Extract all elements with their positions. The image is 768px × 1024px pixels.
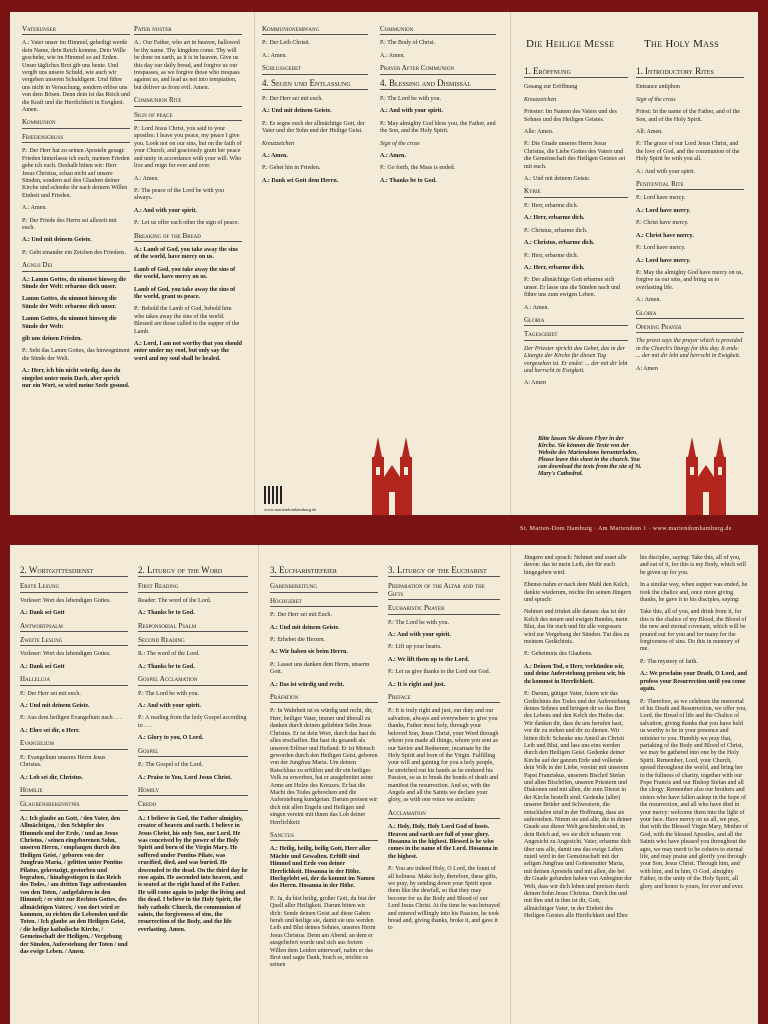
text-line: A.: Our Father, who art in heaven, hallowed be thy name. Thy kingdom come. Thy will be done on earth, as it is in heaven. Give us this day our daily bread, and forgive us our trespasses, as we forgive those who trespass against us, and lead us not into temptation, but deliver us from evil. Amen.: [134, 40, 240, 91]
text-line: In a similar way, when supper was ended, he took the chalice and, once more giving thanks, he gave it to his disciples, saying:: [640, 582, 748, 604]
response-line: A.: Dank sei Gott: [20, 610, 65, 617]
response-line: A.: I believe in God, the Father almighty, creator of heaven and earth. I believe in Jesus Christ, his only Son, our Lord. He was conceived by the power of the Holy Spirit and born of the Virgin Mary. He suffered under Pontius Pilate, was crucified, died, and was buried. He descended to the dead. On the third day he rose again. He ascended into heaven, and is seated at the right hand of the Father. He will come again to judge the living and the dead. I believe in the Holy Spirit, the holy catholic Church, the communion of saints, the forgiveness of sins, the resurrection of the Body, and the life everlasting. Amen.: [138, 815, 248, 933]
response-line: A.: It is right and just.: [388, 681, 446, 688]
bottom-col5: [524, 555, 632, 926]
top-col5: [524, 68, 628, 393]
text-line: P.: In Wahrheit ist es würdig und recht, dir, Herr, heiliger Vater, immer und überall zu danken durch deinen geliebten Sohn Jesus Christus. Er ist dein Wort, durch das hast du alles erschaffen. Ihn hast du gesandt als unseren Erlöser und Heiland. Er ist Mensch geworden durch den Heiligen Geist, geboren von der Jungfrau Maria. Um deinen Ratschluss zu erfüllen und dir ein heiliges Volk zu erwerben, hat er ausgebreitet seine Arme am Holze des Kreuzes. Er hat die Macht des Todes gebrochen und die Auferstehung kundgetan. Darum preisen wir dich mit allen Engeln und Heiligen und singen vereint mit ihnen das Lob deiner Herrlichkeit:: [270, 708, 378, 826]
text-line: A.: Amen.: [380, 52, 405, 59]
response-line: A.: Lamm Gottes, du nimmst hinweg die Sünde der Welt: erbarme dich unser.: [22, 276, 127, 290]
response-line: A.: Und mit deinem Geiste.: [20, 703, 90, 710]
text-line: P.: Der Herr sei mit euch.: [20, 690, 81, 697]
bottom-col2: [138, 567, 248, 939]
response-line: A.: Amen.: [262, 153, 288, 160]
response-line: A.: We proclaim your Death, O Lord, and profess your Resurrection until you come again.: [640, 671, 748, 693]
response-line: A.: Lord, I am not worthy that you should enter under my roof, but only say the word and my soul shall be healed.: [134, 341, 243, 362]
text-line: Vorleser: Wort des lebendigen Gottes.: [20, 651, 111, 658]
text-line: P.: It is truly right and just, our duty and our salvation, always and everywhere to give you thanks, Father most holy, through your beloved Son, Jesus Christ, your Word through whom you made all things, whom you sent as our Savior and Redeemer, incarnate by the Holy Spirit and born of the Virgin. Fulfilling your will and gaining for you a holy people, he stretched out his hands as he endured his Passion, so as to break the bonds of death and manifest the resurrection. And so, with the Angels and all the Saints we declare your glory, as with one voice we acclaim:: [388, 708, 499, 804]
fold-line: [258, 545, 259, 1024]
text-line: P.: Therefore, as we celebrate the memorial of his Death and Resurrection, we offer you, Lord, the Bread of life and the Chalice of salvation, giving thanks that you have held us worthy to be in your presence and minister to you. Humbly we pray that, partaking of the Body and Blood of Christ, we may be gathered into one by the Holy Spirit. Remember, Lord, your Church, spread throughout the world, and bring her to the fullness of charity, together with our Pope Francis and our Bishop Stefan and all the clergy. Remember also our brothers and sisters who have fallen asleep in the hope of the resurrection, and all who have died in your mercy: welcome them into the light of your face. Have mercy on us all, we pray, that with the Blessed Virgin Mary, Mother of God, with the blessed Apostles, and all the Saints who have pleased you throughout the ages, we may merit to be coheirs to eternal life, and may praise and glorify you through your Son, Jesus Christ. Through him, and with him, and in him, O God, almighty Father, in the unity of the Holy Spirit, all glory and honor is yours, for ever and ever.: [640, 698, 749, 890]
text-line: A.: Amen.: [22, 205, 47, 212]
section-heading: Breaking of the Bread: [134, 233, 242, 242]
text-line: P.: The Lord be with you.: [388, 619, 450, 626]
response-line: A.: Ehre sei dir, o Herr.: [20, 727, 80, 734]
response-line: A.: Lob sei dir, Christus.: [20, 774, 83, 781]
text-line: P.: Aus dem heiligen Evangelium nach . . .: [20, 715, 122, 722]
response-line: A.: Lord have mercy.: [636, 207, 691, 214]
footer-text: St. Marien-Dom Hamburg · Am Mariendom 1 · www.mariendomhamburg.de: [520, 526, 732, 532]
text-line: P.: Der Herr hat zu seinen Aposteln gesagt: Frieden hinterlasse ich euch, meinen Frieden gebe ich euch. Deshalb bitten wir: Herr Jesus Christus, schau nicht auf unsere Sünden, sondern auf den Glauben deiner Kirche und schenke ihr nach deinem Willen Einheit und Frieden.: [22, 148, 130, 199]
section-heading: Preface: [388, 694, 500, 703]
part-heading: 3. Eucharistiefeier: [270, 567, 378, 577]
response-line: Lamb of God, you take away the sins of the world, grant us peace.: [134, 286, 236, 300]
response-line: A.: Deinen Tod, o Herr, verkünden wir, und deine Auferstehung preisen wir, bis du kommst in Herrlichkeit.: [524, 663, 626, 685]
church-icon: [680, 437, 732, 515]
text-line: P.: Der Herr sei mit Euch.: [270, 612, 332, 619]
text-line: P.: Let us offer each other the sign of peace.: [134, 220, 240, 227]
bottom-col4: [388, 567, 500, 938]
text-line: P.: The Lord be with you.: [380, 96, 442, 103]
response-line: A.: Glory to you, O Lord.: [138, 735, 204, 742]
section-heading: Preparation of the Altar and the Gifts: [388, 583, 500, 600]
response-line: A.: Dank sei Gott: [20, 663, 65, 670]
section-heading: Communion Rite: [134, 97, 242, 106]
text-line: A.: Amen.: [262, 52, 287, 59]
response-line: Lamm Gottes, du nimmst hinweg die Sünde der Welt: erbarme dich unser.: [22, 296, 117, 310]
response-line: A.: Christ have mercy.: [636, 232, 694, 239]
section-heading: Opening Prayer: [636, 324, 744, 333]
rubric-line: Sign of the cross: [636, 96, 676, 103]
part-heading: 2. Wortgottesdienst: [20, 567, 128, 577]
response-line: A.: Und mit deinem Geiste.: [270, 624, 340, 631]
text-line: P.: May almighty God bless you, the Father, and the Son, and the Holy Spirit.: [380, 120, 496, 135]
text-line: P.: Go forth, the Mass is ended.: [380, 165, 456, 172]
section-heading: Friedensgruss: [22, 134, 130, 143]
response-line: A.: Praise to You, Lord Jesus Christ.: [138, 774, 232, 781]
text-line: his disciples, saying: Take this, all of you, and eat of it, for this is my Body, which will be given up for you.: [640, 555, 746, 576]
section-heading: Tagesgebet: [524, 331, 628, 340]
text-line: P.: Gebt einander ein Zeichen des Friedens.: [22, 249, 126, 256]
section-heading: Gabenbereitung: [270, 583, 378, 592]
part-heading: 4. Segen und Entlassung: [262, 80, 368, 90]
text-line: Alle: Amen.: [524, 129, 554, 136]
section-heading: Penitential Rite: [636, 181, 744, 190]
response-line: A.: Christus, erbarme dich.: [524, 240, 595, 247]
fold-line: [254, 12, 255, 515]
text-line: Reader: The word of the Lord.: [138, 597, 212, 604]
top-sheet: [10, 12, 758, 515]
text-line: A: Amen: [636, 365, 658, 372]
section-heading: Pater noster: [134, 26, 242, 35]
section-heading: Evangelium: [20, 740, 128, 749]
section-heading: Gloria: [524, 317, 628, 326]
response-line: A.: And with your spirit.: [138, 703, 201, 710]
response-line: A.: Holy, Holy, Holy Lord God of hosts. Heaven and earth are full of your glory. Hosanna in the highest. Blessed is he who comes in the name of the Lord. Hosanna in the highest.: [388, 824, 498, 860]
bottom-col1: [20, 567, 128, 961]
section-heading: Gospel: [138, 748, 248, 757]
section-heading: First Reading: [138, 583, 248, 592]
response-line: A.: Thanks be to God.: [380, 177, 437, 184]
text-line: Vorleser: Wort des lebendigen Gottes.: [20, 597, 111, 604]
part-heading: 1. Introductory Rites: [636, 68, 744, 78]
section-heading: Erste Lesung: [20, 583, 128, 592]
response-line: A.: Herr, ich bin nicht würdig, dass du eingehst unter mein Dach, aber sprich nur ein Wort, so wird meine Seele gesund.: [22, 368, 130, 390]
text-line: P.: Gehet hin in Frieden.: [262, 165, 321, 172]
rubric-line: The priest says the prayer which is provided in the Church's liturgy for this day. It ends: ... der mit dir lebt und herrscht in Ewigkeit.: [636, 338, 743, 360]
text-line: P.: Christus, erbarme dich.: [524, 227, 588, 234]
response-line: A.: And with your spirit.: [134, 207, 197, 214]
text-line: P.: Lord Jesus Christ, you said to your apostles: I leave you peace, my peace I give you. Look not on our sins, but on the faith of your Church, and graciously grant her peace and unity in accordance with your will. Who live and reign for ever and ever.: [134, 126, 242, 170]
text-line: P.: Lift up your hearts.: [388, 644, 442, 651]
top-col3: [262, 26, 368, 190]
text-line: P.: Christ have mercy.: [636, 220, 689, 227]
rubric-line: Sign of the cross: [380, 140, 420, 147]
section-heading: Agnus Dei: [22, 262, 130, 271]
section-heading: Sanctus: [270, 832, 378, 841]
section-heading: Eucharistic Prayer: [388, 605, 500, 614]
title-en: The Holy Mass: [644, 38, 719, 50]
response-line: A.: Das ist würdig und recht.: [270, 681, 345, 688]
section-heading: Acclamation: [388, 810, 500, 819]
section-heading: Responsorial Psalm: [138, 623, 248, 632]
text-line: P.: The grace of our Lord Jesus Christ, and the love of God, and the communion of the Holy Spirit be with you all.: [636, 141, 740, 163]
response-line: A.: Herr, erbarme dich.: [524, 264, 585, 271]
section-heading: Homilie: [20, 787, 128, 796]
text-line: P.: Der Leib Christi.: [262, 40, 311, 47]
section-heading: Hochgebet: [270, 598, 378, 607]
title-de: Die Heilige Messe: [526, 38, 615, 50]
section-heading: Vaterunser: [22, 26, 130, 35]
text-line: P.: Lord have mercy.: [636, 245, 686, 252]
text-line: P.: Seht das Lamm Gottes, das hinwegnimmt die Sünde der Welt.: [22, 348, 130, 362]
fold-line: [510, 545, 511, 1024]
text-line: P.: The mystery of faith.: [640, 658, 698, 665]
response-line: A.: Amen.: [380, 153, 406, 160]
section-heading: Sign of peace: [134, 112, 242, 121]
response-line: A.: Dank sei Gott dem Herrn.: [262, 177, 339, 184]
text-line: A: Amen: [524, 380, 546, 387]
section-heading: Kommunionempfang: [262, 26, 368, 35]
rubric-line: Der Priester spricht das Gebet, das in der Liturgie der Kirche für diesen Tag vorgesehen ist. Er endet: ... der mit dir lebt und herrscht in Ewigkeit.: [524, 345, 628, 374]
qr-code: [264, 486, 282, 504]
text-line: P.: Lord have mercy.: [636, 195, 686, 202]
section-heading: Schlussgebet: [262, 65, 368, 74]
text-line: P.: You are indeed Holy, O Lord, the fount of all holiness. Make holy, therefore, these gifts, we pray, by sending down your Spirit upon them like the dewfall, so that they may become for us the Body and Blood of our Lord Jesus Christ. At the time he was betrayed and entered willingly into his Passion, he took bread and, giving thanks, broke it, and gave it to: [388, 866, 500, 932]
section-heading: Glaubensbekenntnis: [20, 801, 128, 810]
text-line: P.: The Body of Christ.: [380, 40, 436, 47]
text-line: All: Amen.: [636, 129, 663, 136]
top-col2: [134, 26, 242, 368]
section-heading: Homily: [138, 787, 248, 796]
response-line: A.: Und mit deinem Geiste.: [262, 108, 332, 115]
text-line: P.: Let us give thanks to the Lord our God.: [388, 669, 491, 676]
text-line: P.: Der allmächtige Gott erbarme sich unser. Er lasse uns die Sünden nach und führe uns zum ewigen Leben.: [524, 277, 620, 299]
response-line: A.: Ich glaube an Gott, / den Vater, den Allmächtigen, / den Schöpfer des Himmels und der Erde, / und an Jesus Christus, / seinen eingeborenen Sohn, unseren Herrn, / empfangen durch den Heiligen Geist, / geboren von der Jungfrau Maria, / gelitten unter Pontius Pilatus, gekreuzigt, gestorben und begraben, / hinabgestiegen in das Reich des Todes, / am dritten Tage auferstanden von den Toten, / aufgefahren in den Himmel; / er sitzt zur Rechten Gottes, des allmächtigen Vaters; / von dort wird er kommen, zu richten die Lebenden und die Toten. / Ich glaube an den Heiligen Geist, / die heilige katholische Kirche, / Gemeinschaft der Heiligen, / Vergebung der Sünden, Auferstehung der Toten / und das ewige Leben. / Amen.: [20, 815, 128, 956]
text-line: P.: Erhebet die Herzen.: [270, 637, 326, 644]
text-line: A.: Und mit deinem Geiste.: [524, 176, 591, 183]
text-line: P.: A reading from the holy Gospel according to . . .: [138, 715, 247, 729]
text-line: A.: Amen.: [134, 175, 159, 182]
part-heading: 2. Liturgy of the Word: [138, 567, 248, 577]
top-col1: [22, 26, 130, 395]
top-col4: [380, 26, 496, 190]
response-line: A.: Thanks be to God.: [138, 663, 195, 670]
text-line: A.: Amen.: [524, 304, 549, 311]
response-line: A.: Und mit deinem Geiste.: [22, 237, 92, 244]
bottom-col3: [270, 567, 378, 975]
text-line: A.: And with your spirit.: [636, 168, 696, 175]
response-line: A.: Herr, erbarme dich.: [524, 215, 585, 222]
section-heading: Gospel Acclamation: [138, 676, 248, 685]
text-line: Take this, all of you, and drink from it, for this is the chalice of my Blood, the Blood of the new and eternal covenant, which will be poured out for you and for many for the forgiveness of sins. Do this in memory of me.: [640, 609, 747, 653]
response-line: A.: Lamb of God, you take away the sins of the world, have mercy on us.: [134, 246, 239, 261]
response-line: A.: We lift them up to the Lord.: [388, 656, 470, 663]
text-line: Gesang zur Eröffnung: [524, 84, 578, 91]
text-line: A.: Vater unser im Himmel, geheiligt werde dein Name, dein Reich komme. Dein Wille geschehe, wie im Himmel so auf Erden. Unser tägliches Brot gib uns heute. Und vergib uns unsere Schuld, wie auch wir vergeben unseren Schuldigern. Und führe uns nicht in Versuchung, sondern erlöse uns von dem Bösen. Denn dein ist das Reich und die Kraft und die Herrlichkeit in Ewigkeit. Amen.: [22, 40, 130, 114]
section-heading: Kyrie: [524, 188, 628, 197]
text-line: P.: Geheimnis des Glaubens.: [524, 651, 593, 658]
bottom-col6: [640, 555, 748, 896]
response-line: Lamm Gottes, du nimmst hinweg die Sünde der Welt:: [22, 316, 117, 330]
part-heading: 4. Blessing and Dismissal: [380, 80, 496, 90]
section-heading: Gloria: [636, 310, 744, 319]
response-line: A.: And with your spirit.: [380, 108, 443, 115]
response-line: A.: And with your spirit.: [388, 632, 451, 639]
response-line: A.: Lord have mercy.: [636, 257, 691, 264]
text-line: A.: Amen.: [636, 297, 661, 304]
text-line: P.: Herr, erbarme dich.: [524, 252, 579, 259]
part-heading: 3. Liturgy of the Eucharist: [388, 567, 500, 577]
text-line: P.: Evangelium unseres Herrn Jesus Christus.: [20, 754, 106, 769]
fold-line: [510, 12, 511, 515]
text-line: P.: The peace of the Lord be with you always.: [134, 187, 225, 202]
response-line: Lamb of God, you take away the sins of the world, have mercy on us.: [134, 266, 236, 281]
text-line: P.: Herr, erbarme dich.: [524, 202, 579, 209]
text-line: Priester: Im Namen des Vaters und des Sohnes und des Heiligen Geistes.: [524, 109, 617, 123]
section-heading: Prayer After Communion: [380, 65, 496, 74]
bottom-sheet: [10, 545, 758, 1024]
text-line: P.: Darum, gütiger Vater, feiern wir das Gedächtnis des Todes und der Auferstehung deines Sohnes und bringen dir so das Brot des Lebens und den Kelch des Heiles dar. Wir danken dir, dass du uns berufen hast, vor dir zu stehen und dir zu dienen. Wir bitten dich: Schenke uns Anteil an Christi Leib und Blut, und lass uns eins werden durch den Heiligen Geist. Gedenke deiner Kirche auf der ganzen Erde und vollende dein Volk in der Liebe, vereint mit unserem Papst Franziskus, unserem Bischof Stefan und allen Bischöfen, unseren Priestern und Diakonen und mit allen, die zum Dienst in der Kirche bestellt sind. Gedenke (aller) unserer Brüder und Schwestern, die entschlafen sind in der Hoffnung, dass sie auferstehen. Nimm sie und alle, die in deiner Gnade aus dieser Welt geschieden sind, in dein Reich auf, wo sie dich schauen von Angesicht zu Angesicht. Vater, erbarme dich über uns alle, damit uns das ewige Leben zuteil wird in der Gemeinschaft mit der seligen Jungfrau und Gottesmutter Maria, mit deinen Aposteln und mit allen, die bei dir Gnade gefunden haben von Anbeginn der Welt, dass wir dich loben und preisen durch deinen Sohn Jesus Christus. Durch ihn und mit ihm und in ihm ist dir, Gott, allmächtiger Vater, in der Einheit des Heiligen Geistes alle Herrlichkeit und Ehre: [524, 691, 632, 920]
text-line: P.: Die Gnade unseres Herrn Jesus Christus, die Liebe Gottes des Vaters und die Gemeinschaft des Heiligen Geistes sei mit euch.: [524, 141, 626, 170]
response-line: A.: Heilig, heilig, heilig Gott, Herr aller Mächte und Gewalten. Erfüllt sind Himmel und Erde von deiner Herrlichkeit. Hosanna in der Höhe. Hochgelobt sei, der da kommt im Namen des Herrn. Hosanna in der Höhe.: [270, 846, 375, 890]
rubric-line: Kreuzzeichen: [262, 140, 295, 147]
text-line: P.: Der Herr sei mit euch.: [262, 96, 323, 103]
top-col6: [636, 68, 744, 378]
text-line: P.: The Gospel of the Lord.: [138, 762, 204, 769]
section-heading: Kommunion: [22, 119, 130, 128]
section-heading: Zweite Lesung: [20, 637, 128, 646]
footer-stripe: [0, 524, 768, 538]
text-line: Ebenso nahm er nach dem Mahl den Kelch, dankte wiederum, reichte ihn seinen Jüngern und sprach:: [524, 582, 632, 604]
text-line: Jüngern und sprach: Nehmet und esset alle davon: das ist mein Leib, der für euch hingegeben wird.: [524, 555, 627, 576]
text-line: P.: Ja, du bist heilig, großer Gott, du bist der Quell aller Heiligkeit. Darum bitten wir dich: Sende deinen Geist auf diese Gaben herab und heilige sie, damit sie uns werden Leib und Blut deines Sohnes, unseres Herrn Jesus Christus. Denn am Abend, an dem er ausgeliefert wurde und sich aus freiem Willen dem Leiden unterwarf, nahm er das Brot und sagte Dank, brach es, reichte es seinen: [270, 895, 376, 969]
text-line: P.: Es segne euch der allmächtige Gott, der Vater und der Sohn und der Heilige Geist.: [262, 120, 365, 135]
text-line: P.: May the almighty God have mercy on us, forgive us our sins, and bring us to everlasting life.: [636, 269, 743, 291]
text-line: Priest: In the name of the Father, and of the Son, and of the Holy Spirit.: [636, 109, 741, 123]
text-line: P.: Lasset uns danken dem Herrn, unserm Gott.: [270, 661, 370, 676]
response-line: gib uns deinen Frieden.: [22, 336, 83, 342]
section-heading: Credo: [138, 801, 248, 810]
text-line: P.: Behold the Lamb of God, behold him who takes away the sins of the world. Blessed are those called to the supper of the Lamb.: [134, 306, 240, 335]
part-heading: 1. Eröffnung: [524, 68, 628, 78]
church-icon: [366, 437, 418, 515]
qr-url: www.mariendomhamburg.de: [264, 507, 317, 512]
section-heading: Präfation: [270, 694, 378, 703]
text-line: P.: Der Friede des Herrn sei allezeit mit euch.: [22, 217, 117, 231]
text-line: Nehmet und trinket alle daraus: das ist der Kelch des neuen und ewigen Bundes, mein Blut, das für euch und für alle vergossen wird zur Vergebung der Sünden. Tut dies zu meinem Gedächtnis.: [524, 609, 630, 646]
response-line: A.: Thanks be to God.: [138, 610, 195, 617]
response-line: A.: Wir haben sie beim Herrn.: [270, 649, 348, 656]
text-line: P.: The Lord be with you.: [138, 690, 200, 697]
text-line: R.: The word of the Lord.: [138, 651, 200, 658]
section-heading: Second Reading: [138, 637, 248, 646]
rubric-line: Kreuzzeichen: [524, 96, 557, 103]
text-line: Entrance antiphon: [636, 84, 680, 91]
section-heading: Communion: [380, 26, 496, 35]
section-heading: Antwortpsalm: [20, 623, 128, 632]
notice: Bitte lassen Sie diesen Flyer in der Kirche. Sie können die Texte von der Website des Mariendoms herunterladen. Please leave this sheet in the church. You can download the texts from the site of St. Mary's Cathedral.: [538, 436, 642, 477]
section-heading: Halleluja: [20, 676, 128, 685]
